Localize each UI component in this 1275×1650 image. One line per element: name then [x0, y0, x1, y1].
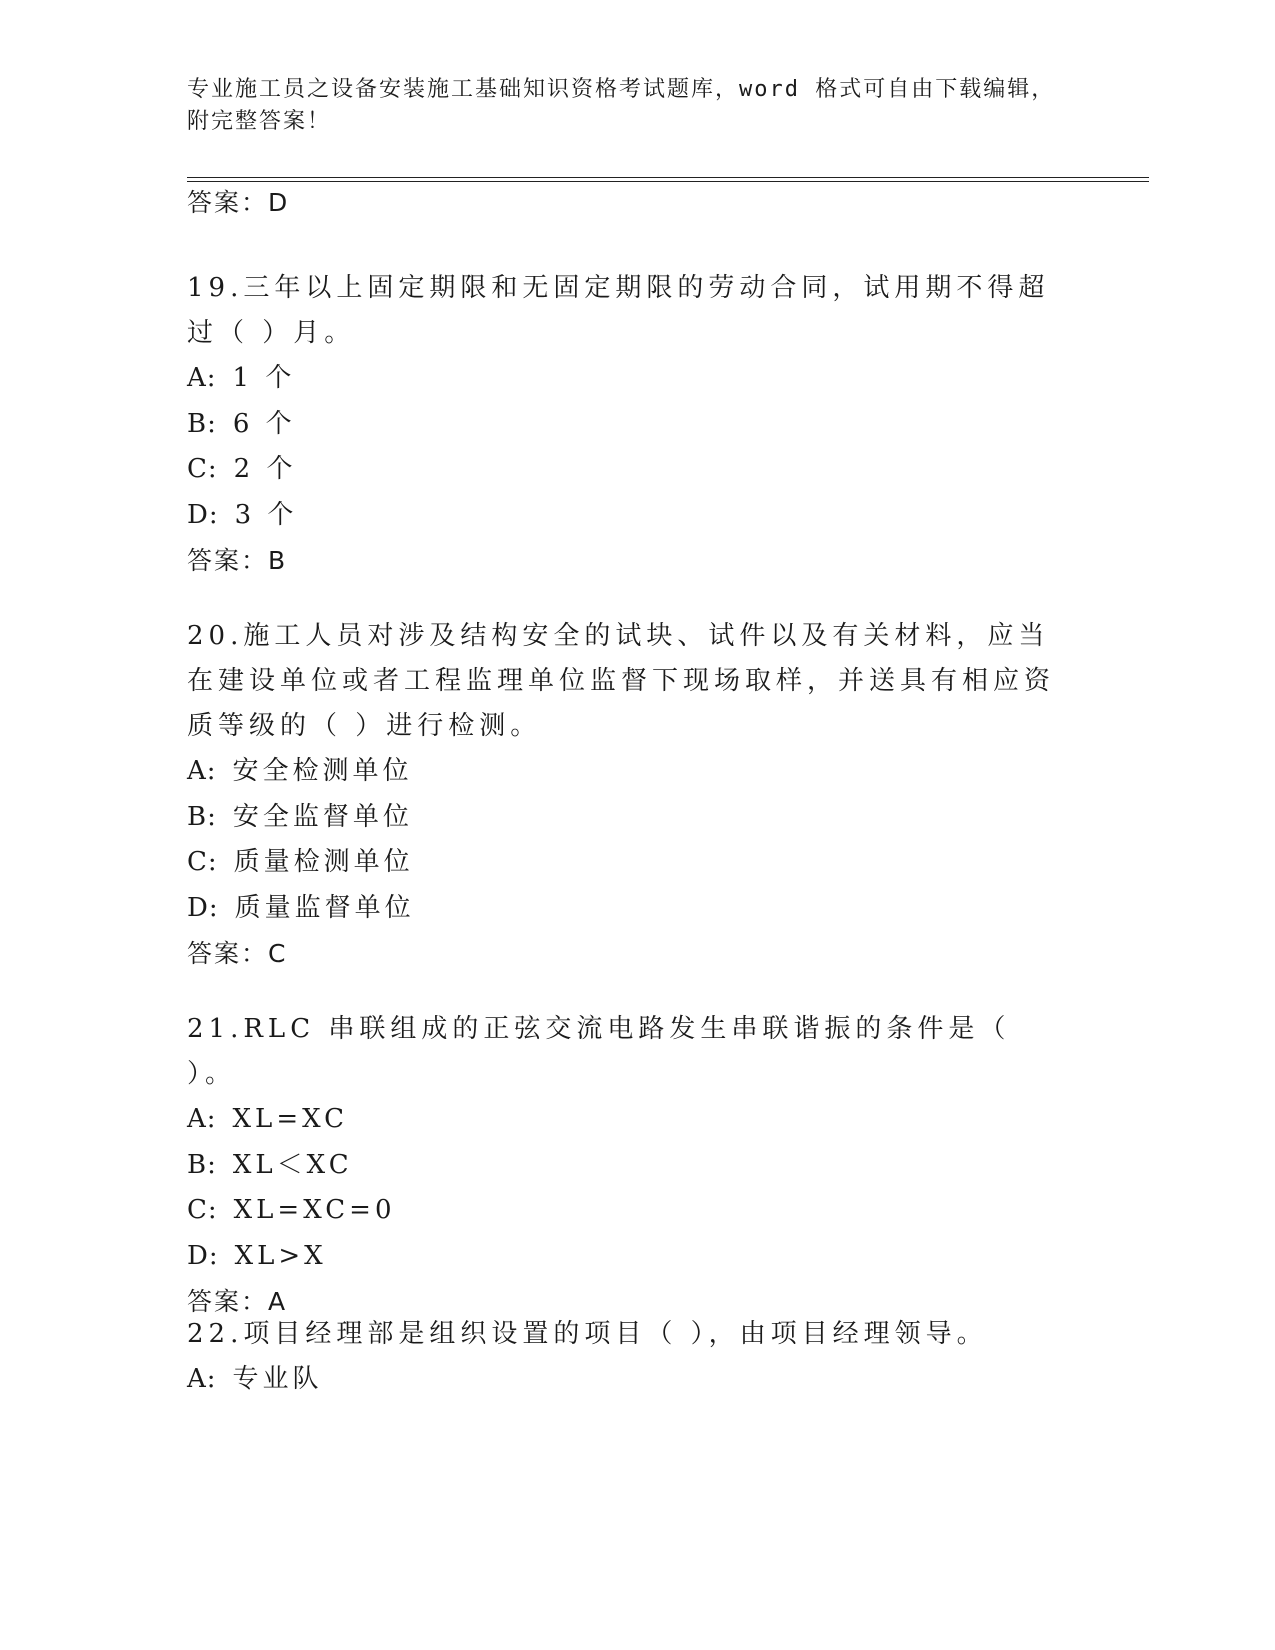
option-text: 3 个: [234, 499, 298, 530]
question-text: [187, 1312, 1067, 1357]
question-20: [187, 614, 1087, 977]
question-20-text: 20.施工人员对涉及结构安全的试块、试件以及有关材料，应当在建设单位或者工程监理单位监督下现场取样，并送具有相应资质等级的（ ）进行检测。: [187, 621, 1056, 741]
option-label: A:: [187, 756, 217, 786]
option-text: 质量监督单位: [234, 892, 415, 923]
question-19-text: 19.三年以上固定期限和无固定期限的劳动合同，试用期不得超过（ ）月。: [187, 273, 1050, 348]
answer-20: 答案：C: [187, 939, 288, 968]
option-label: D:: [187, 892, 219, 923]
question-text: [187, 1007, 1067, 1097]
question-21-text: 21.RLC 串联组成的正弦交流电路发生串联谐振的条件是（ ）。: [187, 1014, 1011, 1089]
option-label: A:: [187, 1104, 217, 1134]
option-label: D:: [187, 1240, 219, 1271]
option-text: XL=XC=0: [233, 1195, 396, 1225]
option-b: [187, 795, 1087, 841]
option-a: [187, 1357, 1087, 1403]
question-text: [187, 266, 1067, 356]
option-text: 2 个: [233, 454, 297, 484]
header-line-2: 附完整答案！: [187, 109, 332, 134]
option-d: [187, 493, 1087, 539]
option-c: [187, 840, 1087, 886]
option-text: XL＜XC: [232, 1149, 353, 1180]
question-text: [187, 614, 1067, 749]
answer-prev: 答案：D: [187, 188, 290, 217]
question-21: [187, 1007, 1087, 1325]
option-label: C:: [187, 847, 218, 877]
option-label: A:: [187, 1364, 217, 1394]
option-text: 6 个: [232, 408, 296, 439]
option-d: [187, 1234, 1087, 1280]
option-label: B:: [187, 1149, 217, 1180]
option-label: B:: [187, 408, 217, 439]
option-c: [187, 1188, 1087, 1234]
option-text: 安全监督单位: [232, 801, 413, 832]
option-a: [187, 749, 1087, 795]
option-text: XL=XC: [232, 1104, 349, 1134]
option-label: D:: [187, 499, 219, 530]
question-22: [187, 1312, 1087, 1403]
header-line-1: 专业施工员之设备安装施工基础知识资格考试题库，word 格式可自由下载编辑，: [187, 77, 1056, 102]
option-label: B:: [187, 801, 217, 832]
option-a: [187, 1097, 1087, 1143]
option-label: C:: [187, 1195, 218, 1225]
option-text: XL>X: [234, 1240, 327, 1271]
option-text: 1 个: [232, 363, 296, 393]
answer-19: 答案：B: [187, 546, 288, 575]
question-22-text: 22.项目经理部是组织设置的项目（ ），由项目经理领导。: [187, 1319, 988, 1349]
option-b: [187, 402, 1087, 448]
option-text: 安全检测单位: [232, 756, 413, 786]
option-label: A:: [187, 363, 217, 393]
document-header: [187, 74, 1087, 138]
option-text: 专业队: [232, 1364, 323, 1394]
option-b: [187, 1143, 1087, 1189]
answer-21: 答案：A: [187, 1287, 288, 1316]
option-label: C:: [187, 454, 218, 484]
option-d: [187, 886, 1087, 932]
option-text: 质量检测单位: [233, 847, 414, 877]
option-c: [187, 447, 1087, 493]
question-19: [187, 266, 1087, 584]
option-a: [187, 356, 1087, 402]
